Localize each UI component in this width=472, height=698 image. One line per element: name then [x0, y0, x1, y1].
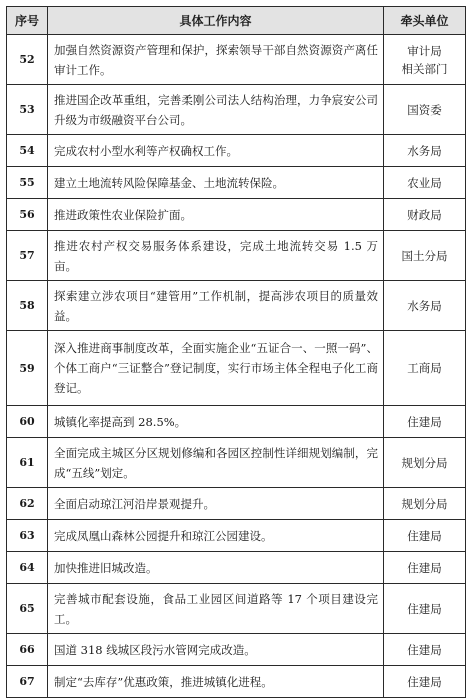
- table-row: [7, 634, 466, 666]
- table-row: [7, 167, 466, 199]
- table-row: [7, 520, 466, 552]
- row-content: 加快推进旧城改造。: [48, 552, 384, 584]
- row-no: 63: [7, 520, 48, 552]
- row-content: 探索建立涉农项目“建管用”工作机制，提高涉农项目的质量效益。: [48, 281, 384, 331]
- table-row: [7, 438, 466, 488]
- row-unit: 住建局: [384, 520, 466, 552]
- row-content: 建立土地流转风险保障基金、土地流转保险。: [48, 167, 384, 199]
- row-content: 推进国企改革重组，完善柔刚公司法人结构治理，力争宸安公司升级为市级融资平台公司。: [48, 85, 384, 135]
- row-no: 56: [7, 199, 48, 231]
- table-row: [7, 584, 466, 634]
- task-table: [6, 6, 466, 698]
- row-content: 城镇化率提高到 28.5%。: [48, 406, 384, 438]
- row-unit: 住建局: [384, 552, 466, 584]
- row-content: 完善城市配套设施，食品工业园区间道路等 17 个项目建设完工。: [48, 584, 384, 634]
- row-content: 推进农村产权交易服务体系建设，完成土地流转交易 1.5 万亩。: [48, 231, 384, 281]
- row-unit: 水务局: [384, 135, 466, 167]
- row-unit: 住建局: [384, 634, 466, 666]
- row-unit: 住建局: [384, 666, 466, 698]
- header-content: 具体工作内容: [48, 7, 384, 35]
- table-row: [7, 406, 466, 438]
- row-no: 62: [7, 488, 48, 520]
- row-content: 制定“去库存”优惠政策，推进城镇化进程。: [48, 666, 384, 698]
- row-unit: 国资委: [384, 85, 466, 135]
- row-unit: 财政局: [384, 199, 466, 231]
- table-row: [7, 199, 466, 231]
- row-content: 完成凤凰山森林公园提升和琼江公园建设。: [48, 520, 384, 552]
- row-unit: [384, 35, 466, 85]
- row-no: 66: [7, 634, 48, 666]
- table-row: [7, 488, 466, 520]
- header-no: 序号: [7, 7, 48, 35]
- table-header-row: [7, 7, 466, 35]
- table-row: [7, 85, 466, 135]
- row-unit: 住建局: [384, 406, 466, 438]
- row-no: 53: [7, 85, 48, 135]
- header-unit: 牵头单位: [384, 7, 466, 35]
- row-no: 55: [7, 167, 48, 199]
- row-content: 全面完成主城区分区规划修编和各园区控制性详细规划编制，完成“五线”划定。: [48, 438, 384, 488]
- row-unit: 农业局: [384, 167, 466, 199]
- table-row: [7, 231, 466, 281]
- row-content: 推进政策性农业保险扩面。: [48, 199, 384, 231]
- table-row: [7, 552, 466, 584]
- row-no: 65: [7, 584, 48, 634]
- row-content: 深入推进商事制度改革，全面实施企业“五证合一、一照一码”、个体工商户“三证整合”登记制度，实行市场主体全程电子化工商登记。: [48, 331, 384, 406]
- row-no: 61: [7, 438, 48, 488]
- row-no: 64: [7, 552, 48, 584]
- row-unit: 规划分局: [384, 488, 466, 520]
- row-unit: 工商局: [384, 331, 466, 406]
- table-row: [7, 135, 466, 167]
- row-no: 57: [7, 231, 48, 281]
- row-unit-line: 相关部门: [401, 61, 448, 76]
- row-unit-line: 审计局: [407, 43, 442, 58]
- table-row: [7, 35, 466, 85]
- row-no: 58: [7, 281, 48, 331]
- table-row: [7, 331, 466, 406]
- row-unit: 国土分局: [384, 231, 466, 281]
- row-no: 52: [7, 35, 48, 85]
- row-no: 67: [7, 666, 48, 698]
- row-content: 国道 318 线城区段污水管网完成改造。: [48, 634, 384, 666]
- row-no: 60: [7, 406, 48, 438]
- row-no: 59: [7, 331, 48, 406]
- row-content: 完成农村小型水利等产权确权工作。: [48, 135, 384, 167]
- row-no: 54: [7, 135, 48, 167]
- table-row: [7, 281, 466, 331]
- row-unit: 规划分局: [384, 438, 466, 488]
- row-content: 全面启动琼江河沿岸景观提升。: [48, 488, 384, 520]
- row-content: 加强自然资源资产管理和保护，探索领导干部自然资源资产离任审计工作。: [48, 35, 384, 85]
- row-unit: 住建局: [384, 584, 466, 634]
- row-unit: 水务局: [384, 281, 466, 331]
